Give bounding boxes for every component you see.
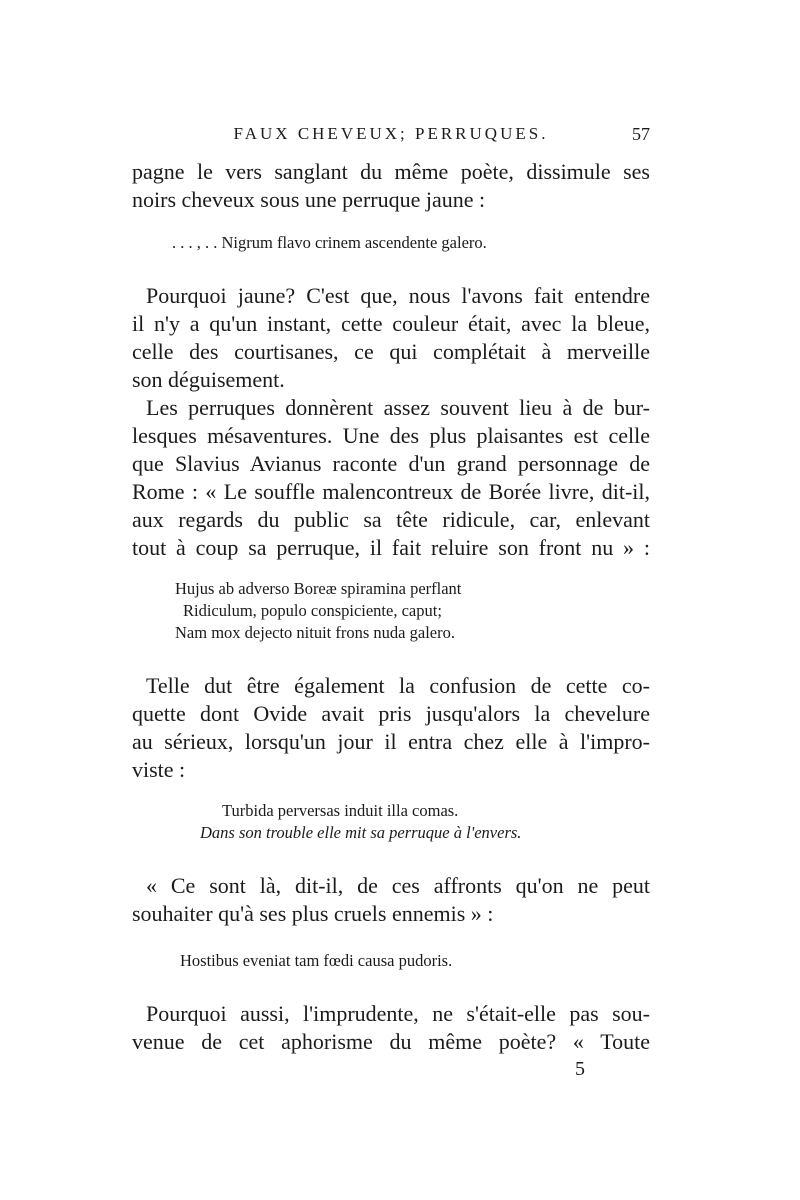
verse-line: Hujus ab adverso Boreæ spiramina perflant — [175, 579, 462, 598]
text-line: Les perruques donnèrent assez souvent lieu à de bur- — [146, 395, 650, 420]
text-line: souhaiter qu'à ses plus cruels ennemis » : — [132, 901, 494, 926]
text-line: tout à coup sa perruque, il fait reluire son front nu » : — [132, 535, 650, 560]
text-line: Rome : « Le souffle malencontreux de Borée livre, dit-il, — [132, 479, 650, 504]
text-line: pagne le vers sanglant du même poète, dissimule ses — [132, 159, 650, 184]
text-line: aux regards du public sa tête ridicule, car, enlevant — [132, 507, 650, 532]
signature-mark: 5 — [575, 1058, 585, 1080]
text-line: Telle dut être également la confusion de cette co- — [146, 673, 650, 698]
text-line: Pourquoi jaune? C'est que, nous l'avons fait entendre — [146, 283, 650, 308]
text-line: lesques mésaventures. Une des plus plaisantes est celle — [132, 423, 650, 448]
verse-line: Nam mox dejecto nituit frons nuda galero. — [175, 623, 455, 642]
text-line: il n'y a qu'un instant, cette couleur était, avec la bleue, — [132, 311, 650, 336]
verse-line: . . . , . . Nigrum flavo crinem ascendente galero. — [172, 233, 487, 252]
text-line: viste : — [132, 757, 186, 782]
text-line: venue de cet aphorisme du même poète? « Toute — [132, 1029, 650, 1054]
text-line: noirs cheveux sous une perruque jaune : — [132, 187, 486, 212]
text-line: « Ce sont là, dit-il, de ces affronts qu'on ne peut — [146, 873, 650, 898]
text-line: celle des courtisanes, ce qui complétait à merveille — [132, 339, 650, 364]
text-line: quette dont Ovide avait pris jusqu'alors la chevelure — [132, 701, 650, 726]
text-line: Pourquoi aussi, l'imprudente, ne s'était-elle pas sou- — [146, 1001, 650, 1026]
page-header — [132, 118, 650, 148]
text-line: au sérieux, lorsqu'un jour il entra chez elle à l'impro- — [132, 729, 650, 754]
text-line: que Slavius Avianus raconte d'un grand personnage de — [132, 451, 650, 476]
page-number: 57 — [632, 124, 650, 144]
verse-line: Ridiculum, populo conspiciente, caput; — [183, 601, 442, 620]
verse-translation: Dans son trouble elle mit sa perruque à l'envers. — [200, 823, 522, 842]
text-line: son déguisement. — [132, 367, 285, 392]
verse-line: Turbida perversas induit illa comas. — [222, 801, 459, 820]
verse-line: Hostibus eveniat tam fœdi causa pudoris. — [180, 951, 453, 970]
running-title: FAUX CHEVEUX; PERRUQUES. — [233, 124, 549, 143]
